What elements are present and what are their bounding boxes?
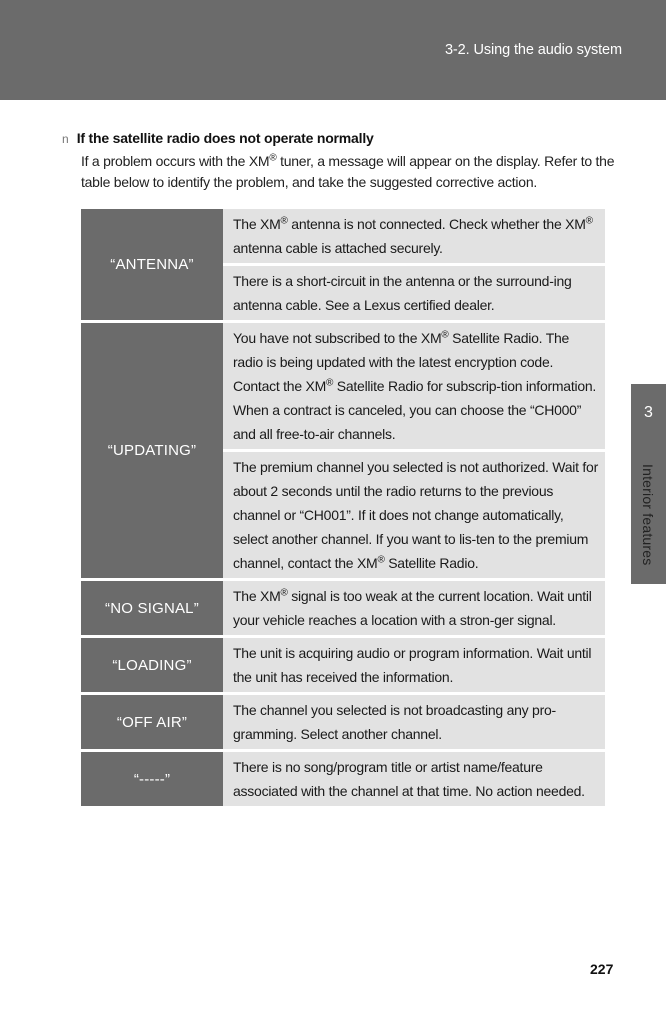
description-cell: The premium channel you selected is not authorized. Wait for about 2 seconds until the radio returns to the previous channel or “CH001”. If it does not change automatically, select another channel. If you want to lis-ten to the premium channel, contact the XM® Satellite Radio. <box>223 452 605 578</box>
message-code-cell: “-----” <box>81 752 223 806</box>
header-title: 3-2. Using the audio system <box>444 42 622 58</box>
description-cell: The XM® signal is too weak at the current location. Wait until your vehicle reaches a location with a stron-ger signal. <box>223 581 605 635</box>
message-code-cell: “UPDATING” <box>81 323 223 578</box>
message-code-cell: “LOADING” <box>81 638 223 692</box>
message-code-cell: “OFF AIR” <box>81 695 223 749</box>
description-cell: You have not subscribed to the XM® Satellite Radio. The radio is being updated with the latest encryption code. Contact the XM® Satellite Radio for subscrip-tion information. When a contract is canceled, you can choose the “CH000” and all free-to-air channels. <box>223 323 605 449</box>
bullet-icon: n <box>62 132 69 146</box>
description-cell: The XM® antenna is not connected. Check whether the XM® antenna cable is attached securely. <box>223 209 605 263</box>
description-cell: The channel you selected is not broadcasting any pro-gramming. Select another channel. <box>223 695 605 749</box>
section-title <box>62 130 374 146</box>
chapter-number: 3 <box>644 404 653 421</box>
message-code-cell: “ANTENNA” <box>81 209 223 320</box>
page-header <box>0 0 666 100</box>
description-cell: There is a short-circuit in the antenna or the surround-ing antenna cable. See a Lexus certified dealer. <box>223 266 605 320</box>
description-group <box>223 752 605 806</box>
description-group <box>223 638 605 692</box>
chapter-label: Interior features <box>640 464 656 566</box>
description-cell: The unit is acquiring audio or program information. Wait until the unit has received the information. <box>223 638 605 692</box>
troubleshooting-table <box>81 209 605 806</box>
page-number: 227 <box>590 961 614 977</box>
description-group <box>223 581 605 635</box>
description-group <box>223 695 605 749</box>
message-code-cell: “NO SIGNAL” <box>81 581 223 635</box>
section-title-text: If the satellite radio does not operate normally <box>76 130 374 146</box>
description-group <box>223 209 605 320</box>
description-group <box>223 323 605 578</box>
description-cell: There is no song/program title or artist name/feature associated with the channel at that time. No action needed. <box>223 752 605 806</box>
intro-paragraph: If a problem occurs with the XM® tuner, a message will appear on the display. Refer to the table below to identify the problem, and take the suggested corrective action. <box>81 152 615 190</box>
